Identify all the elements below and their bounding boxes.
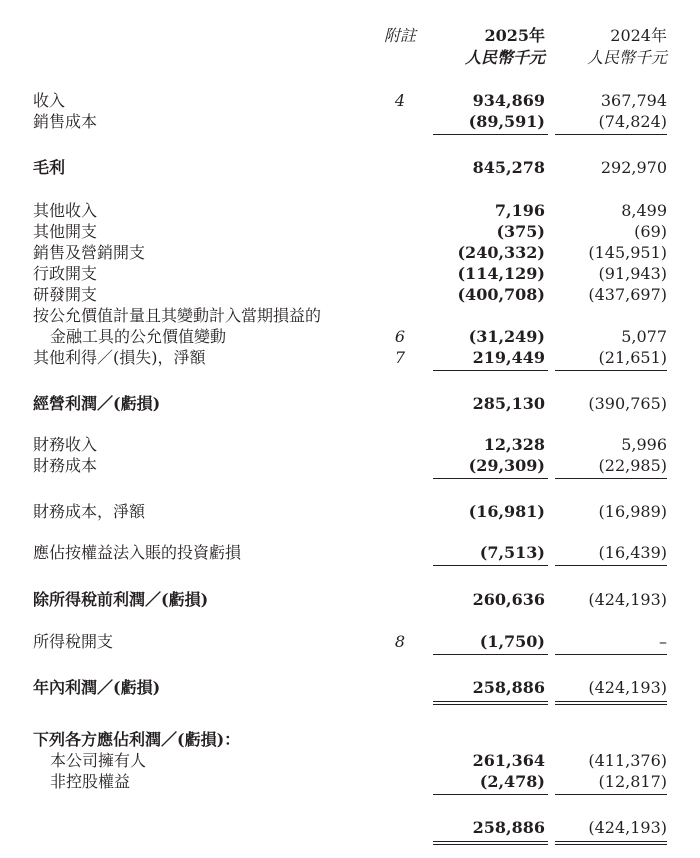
double-rule-top <box>433 841 548 842</box>
row-value-2025: 261,364 <box>472 751 545 770</box>
double-rule-bottom <box>555 844 667 845</box>
row-label: 經營利潤／(虧損) <box>33 394 161 413</box>
row-label: 下列各方應佔利潤／(虧損)： <box>33 730 241 749</box>
rule <box>555 565 667 566</box>
row-label: 財務成本，淨額 <box>33 502 146 521</box>
rule <box>433 370 548 371</box>
row-value-2024: (16,989) <box>598 502 667 521</box>
row-value-2024: – <box>659 632 667 651</box>
row-label: 本公司擁有人 <box>50 751 147 770</box>
row-label: 其他利得／(損失)，淨額 <box>33 348 206 367</box>
row-value-2024: 5,077 <box>621 327 667 346</box>
row-label: 毛利 <box>33 158 66 177</box>
row-non-controlling <box>0 772 700 792</box>
row-note: 7 <box>394 348 406 367</box>
row-owners <box>0 751 700 771</box>
row-note: 6 <box>394 327 406 346</box>
row-value-2024: (411,376) <box>588 751 667 770</box>
row-value-2024: 292,970 <box>600 158 667 177</box>
row-fvtpl-heading <box>0 306 700 326</box>
row-value-2024: (437,697) <box>588 285 667 304</box>
row-value-2025: 285,130 <box>472 394 545 413</box>
rule <box>555 134 667 135</box>
row-value-2025: (375) <box>496 222 545 241</box>
row-profit-before-tax <box>0 590 700 610</box>
row-finance-costs <box>0 456 700 476</box>
row-cost-of-sales <box>0 112 700 132</box>
row-label: 行政開支 <box>33 264 98 283</box>
row-value-2025: 12,328 <box>483 435 545 454</box>
row-rnd-expenses <box>0 285 700 305</box>
row-value-2025: (1,750) <box>479 632 545 651</box>
header-year-2025: 2025年 <box>484 26 545 45</box>
row-label: 所得稅開支 <box>33 632 114 651</box>
row-profit-for-year <box>0 678 700 698</box>
rule <box>555 794 667 795</box>
row-revenue <box>0 91 700 111</box>
rule <box>555 654 667 655</box>
row-value-2025: (400,708) <box>457 285 545 304</box>
row-value-2024: (12,817) <box>598 772 667 791</box>
row-label: 財務成本 <box>33 456 98 475</box>
row-value-2024: 5,996 <box>621 435 667 454</box>
row-value-2025: 260,636 <box>472 590 545 609</box>
rule <box>555 478 667 479</box>
row-value-2024: (22,985) <box>598 456 667 475</box>
double-rule-top <box>555 841 667 842</box>
row-value-2024: (390,765) <box>588 394 667 413</box>
row-other-expenses <box>0 222 700 242</box>
double-rule-bottom <box>433 844 548 845</box>
row-value-2025: 7,196 <box>494 201 545 220</box>
row-label: 銷售及營銷開支 <box>33 243 146 262</box>
row-value-2025: 258,886 <box>472 678 545 697</box>
row-total <box>0 818 700 838</box>
row-label: 按公允價值計量且其變動計入當期損益的 <box>33 306 322 325</box>
row-admin-expenses <box>0 264 700 284</box>
row-fv-change <box>0 327 700 347</box>
row-other-gains <box>0 348 700 368</box>
row-label: 銷售成本 <box>33 112 98 131</box>
row-operating-profit <box>0 394 700 414</box>
row-value-2024: (145,951) <box>588 243 667 262</box>
row-value-2024: (16,439) <box>598 543 667 562</box>
rule <box>433 478 548 479</box>
row-value-2025: (29,309) <box>468 456 545 475</box>
row-value-2025: (16,981) <box>468 502 545 521</box>
double-rule-bottom <box>555 704 667 705</box>
row-value-2024: 367,794 <box>600 91 667 110</box>
row-value-2025: (89,591) <box>468 112 545 131</box>
row-value-2025: (114,129) <box>457 264 545 283</box>
row-label: 其他開支 <box>33 222 98 241</box>
header-unit-2024: 人民幣千元 <box>586 48 667 67</box>
rule <box>433 134 548 135</box>
row-label: 年內利潤／(虧損) <box>33 678 161 697</box>
row-value-2024: 8,499 <box>621 201 667 220</box>
double-rule-bottom <box>433 704 548 705</box>
row-value-2024: (74,824) <box>598 112 667 131</box>
row-gross-profit <box>0 158 700 178</box>
rule <box>433 654 548 655</box>
row-label: 非控股權益 <box>50 772 131 791</box>
row-finance-income <box>0 435 700 455</box>
header-unit-2025: 人民幣千元 <box>464 48 545 67</box>
row-attributable-heading <box>0 730 700 750</box>
row-label: 收入 <box>33 91 66 110</box>
row-label: 財務收入 <box>33 435 98 454</box>
rule <box>433 794 548 795</box>
row-value-2024: (21,651) <box>598 348 667 367</box>
row-label: 應佔按權益法入賬的投資虧損 <box>33 543 242 562</box>
row-value-2025: (2,478) <box>479 772 545 791</box>
row-label: 研發開支 <box>33 285 98 304</box>
row-value-2024: (424,193) <box>588 590 667 609</box>
rule <box>555 370 667 371</box>
row-finance-costs-net <box>0 502 700 522</box>
row-value-2025: 258,886 <box>472 818 545 837</box>
row-label: 金融工具的公允價值變動 <box>50 327 227 346</box>
row-value-2025: (7,513) <box>479 543 545 562</box>
header-note: 附註 <box>383 26 416 45</box>
row-value-2024: (424,193) <box>588 818 667 837</box>
double-rule-top <box>433 701 548 702</box>
row-value-2024: (69) <box>634 222 667 241</box>
row-value-2025: 845,278 <box>472 158 545 177</box>
row-value-2024: (91,943) <box>598 264 667 283</box>
row-selling-marketing <box>0 243 700 263</box>
row-value-2024: (424,193) <box>588 678 667 697</box>
double-rule-top <box>555 701 667 702</box>
row-other-income <box>0 201 700 221</box>
row-value-2025: 934,869 <box>472 91 545 110</box>
row-equity-method-loss <box>0 543 700 563</box>
row-value-2025: (240,332) <box>457 243 545 262</box>
row-value-2025: (31,249) <box>468 327 545 346</box>
row-value-2025: 219,449 <box>472 348 545 367</box>
row-income-tax <box>0 632 700 652</box>
row-note: 8 <box>394 632 406 651</box>
row-note: 4 <box>394 91 406 110</box>
header-year-2024: 2024年 <box>610 26 667 45</box>
row-label: 其他收入 <box>33 201 98 220</box>
row-label: 除所得稅前利潤／(虧損) <box>33 590 209 609</box>
rule <box>433 565 548 566</box>
